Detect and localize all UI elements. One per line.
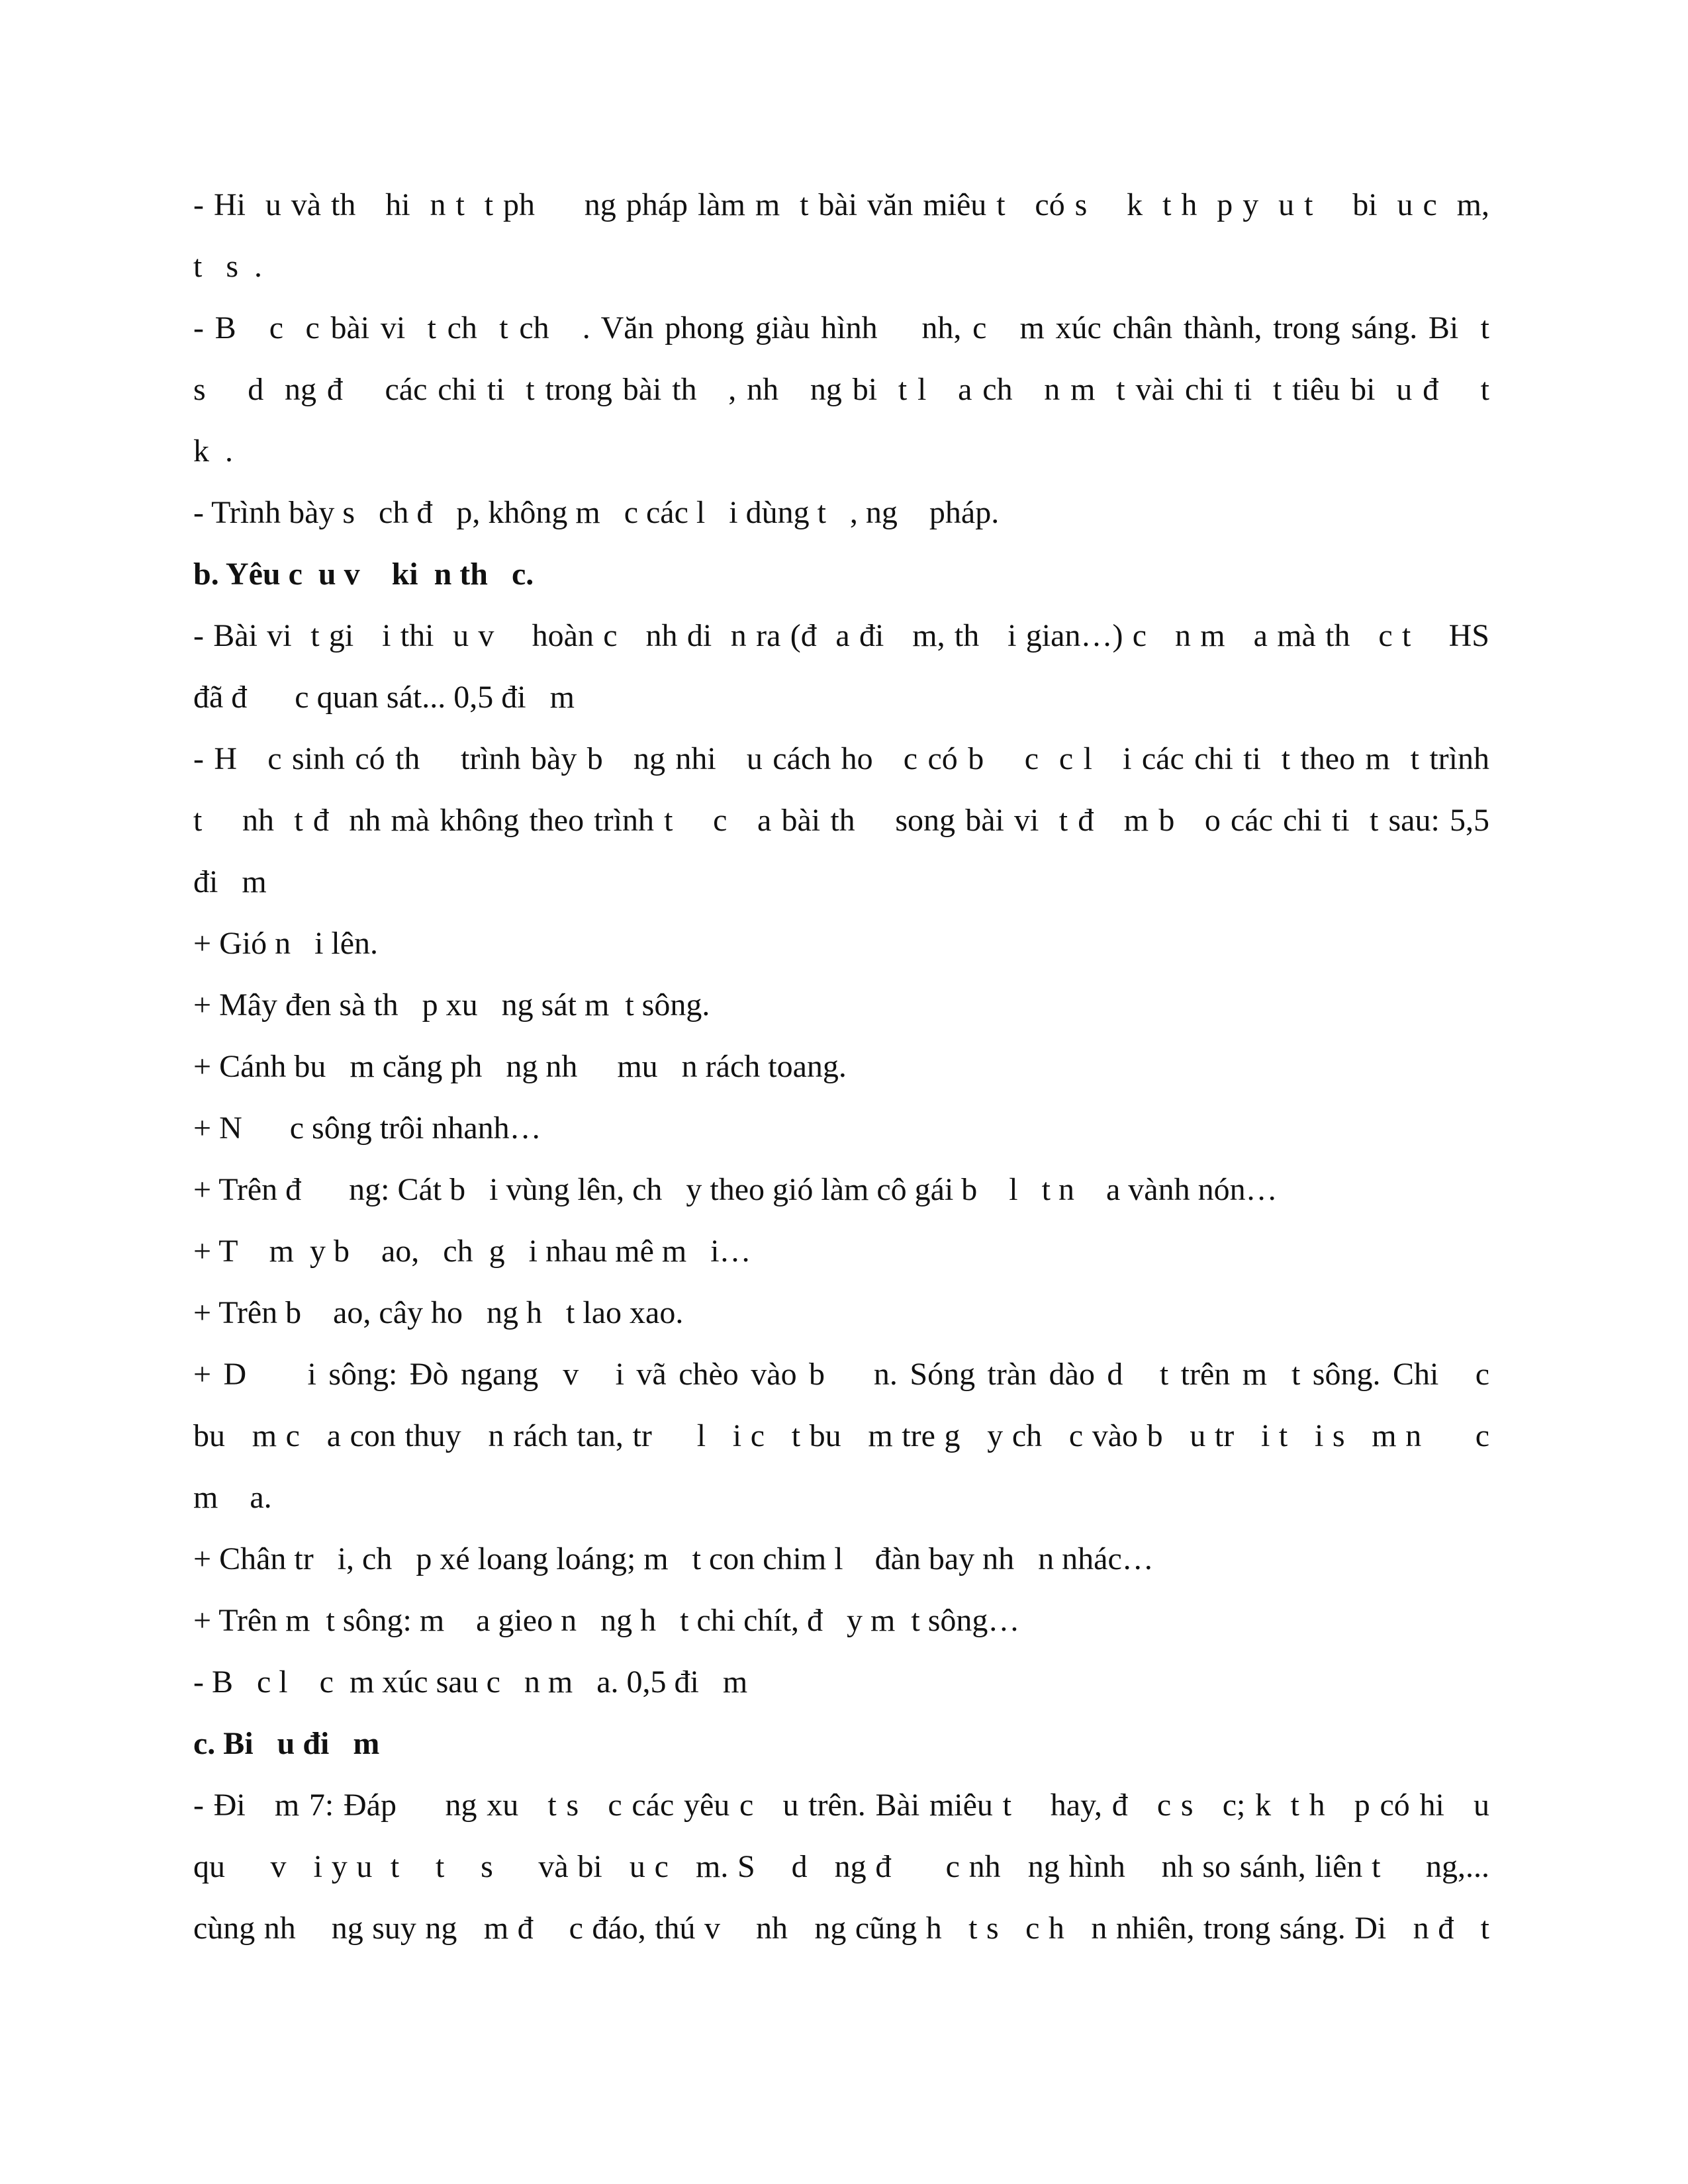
section-heading: c. Bi u đi m bbox=[193, 1726, 380, 1761]
text-line: t nh t đ nh mà không theo trình t c a bài th song bài vi t đ m b o các chi ti t sau: 5,5 bbox=[193, 803, 1489, 838]
list-item: + Trên m t sông: m a gieo n ng h t chi chít, đ y m t sông… bbox=[193, 1603, 1020, 1638]
list-item: + D i sông: Đò ngang v i vã chèo vào b n. Sóng tràn dào d t trên m t sông. Chi c bbox=[193, 1357, 1489, 1392]
list-item: + Trên đ ng: Cát b i vùng lên, ch y theo gió làm cô gái b l t n a vành nón… bbox=[193, 1172, 1278, 1207]
text-line: cùng nh ng suy ng m đ c đáo, thú v nh ng cũng h t s c h n nhiên, trong sáng. Di n đ t bbox=[193, 1911, 1489, 1946]
text-line: t s . bbox=[193, 249, 263, 284]
text-line: - B c l c m xúc sau c n m a. 0,5 đi m bbox=[193, 1664, 748, 1700]
text-line: đã đ c quan sát... 0,5 đi m bbox=[193, 680, 575, 715]
list-item: + Trên b ao, cây ho ng h t lao xao. bbox=[193, 1295, 684, 1330]
text-line: - H c sinh có th trình bày b ng nhi u cách ho c có b c c l i các chi ti t theo m t trình bbox=[193, 741, 1489, 776]
list-item: + N c sông trôi nhanh… bbox=[193, 1111, 541, 1146]
list-item: + Gió n i lên. bbox=[193, 926, 379, 961]
text-line: k . bbox=[193, 433, 233, 469]
text-line: - Đi m 7: Đáp ng xu t s c các yêu c u trên. Bài miêu t hay, đ c s c; k t h p có hi u bbox=[193, 1788, 1489, 1823]
text-line: bu m c a con thuy n rách tan, tr l i c t bu m tre g y ch c vào b u tr i t i s m n c bbox=[193, 1418, 1489, 1453]
text-line: - Bài vi t gi i thi u v hoàn c nh di n ra (đ a đi m, th i gian…) c n m a mà th c t HS bbox=[193, 618, 1489, 653]
section-heading: b. Yêu c u v ki n th c. bbox=[193, 557, 534, 592]
text-line: m a. bbox=[193, 1480, 272, 1515]
list-item: + Mây đen sà th p xu ng sát m t sông. bbox=[193, 987, 710, 1023]
list-item: + Cánh bu m căng ph ng nh mu n rách toang. bbox=[193, 1049, 847, 1084]
text-line: - Trình bày s ch đ p, không m c các l i dùng t , ng pháp. bbox=[193, 495, 1000, 530]
text-line: - B c c bài vi t ch t ch . Văn phong giàu hình nh, c m xúc chân thành, trong sáng. Bi t bbox=[193, 310, 1489, 345]
text-line: - Hi u và th hi n t t ph ng pháp làm m t bài văn miêu t có s k t h p y u t bi u c m, bbox=[193, 187, 1489, 222]
text-line: qu v i y u t t s và bi u c m. S d ng đ c nh ng hình nh so sánh, liên t ng,... bbox=[193, 1849, 1489, 1884]
text-line: s d ng đ các chi ti t trong bài th , nh ng bi t l a ch n m t vài chi ti t tiêu bi u đ t bbox=[193, 372, 1489, 407]
list-item: + T m y b ao, ch g i nhau mê m i… bbox=[193, 1234, 751, 1269]
text-line: đi m bbox=[193, 864, 267, 899]
list-item: + Chân tr i, ch p xé loang loáng; m t con chim l đàn bay nh n nhác… bbox=[193, 1541, 1154, 1576]
